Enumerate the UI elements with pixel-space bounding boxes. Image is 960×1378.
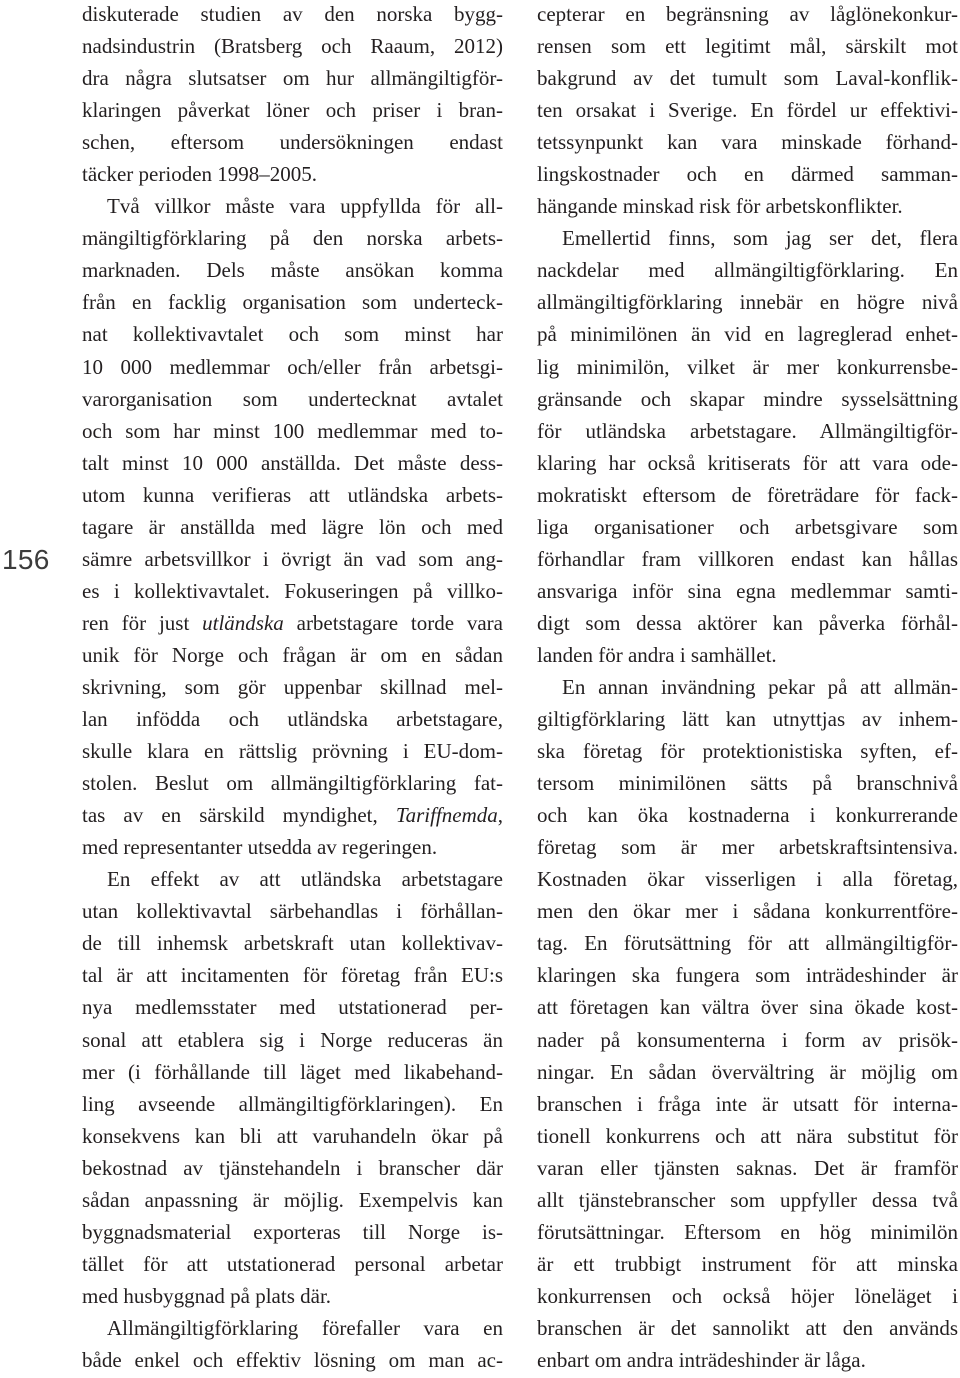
text-line: ten orsakat i Sverige. En fördel ur effektivi- bbox=[537, 98, 958, 123]
text-line: är ett trubbigt instrument för att minska bbox=[537, 1251, 958, 1276]
text-line: de till inhemsk arbetskraft utan kollektivav- bbox=[82, 931, 503, 956]
text-line: mängiltigförklaring på den norska arbets- bbox=[82, 226, 503, 251]
text-line: skrivning, som gör uppenbar skillnad mel- bbox=[82, 674, 503, 699]
text-line: unik för Norge och frågan är om en sådan bbox=[82, 642, 503, 667]
text-line: digt som dessa aktörer kan påverka förhål- bbox=[537, 610, 958, 635]
text-line: schen, eftersom undersökningen endast bbox=[82, 130, 503, 155]
text-line: giltigförklaring lätt kan utnyttjas av inhem- bbox=[537, 707, 958, 732]
text-line: rensen som ett legitimt mål, särskilt mot bbox=[537, 34, 958, 59]
text-line: utom kunna verifieras att utländska arbets- bbox=[82, 482, 503, 507]
paragraph bbox=[537, 0, 958, 222]
text-line: varan eller tjänsten saknas. Det är framför bbox=[537, 1155, 958, 1180]
text-line: klaring har också kritiserats för att vara ode- bbox=[537, 450, 958, 475]
paragraph bbox=[537, 222, 958, 671]
text-line: mokratiskt eftersom de företrädare för fack- bbox=[537, 482, 958, 507]
text-line: klaringen ska fungera som inträdeshinder är bbox=[537, 963, 958, 988]
text-line: nackdelar med allmängiltigförklaring. En bbox=[537, 258, 958, 283]
paragraph bbox=[82, 863, 503, 1312]
left-text-column bbox=[82, 0, 503, 1376]
text-line: Två villkor måste vara uppfyllda för all- bbox=[107, 194, 503, 219]
text-line: landen för andra i samhället. bbox=[537, 642, 777, 667]
text-line: ningar. En sådan övervältring är möjlig om bbox=[537, 1059, 958, 1084]
text-line: tagare är anställda med lägre lön och med bbox=[82, 514, 503, 539]
text-line bbox=[82, 799, 503, 831]
text-segment: arbetstagare torde vara bbox=[283, 610, 503, 635]
text-line: liga organisationer och arbetsgivare som bbox=[537, 514, 958, 539]
text-line: allt tjänstebranscher som uppfyller dessa två bbox=[537, 1187, 958, 1212]
text-line: lingskostnader och en därmed samman- bbox=[537, 162, 958, 187]
text-line: enbart om andra inträdeshinder är låga. bbox=[537, 1347, 866, 1372]
text-line: marknaden. Dels måste ansökan komma bbox=[82, 258, 503, 283]
paragraph bbox=[82, 190, 503, 863]
text-line: nya medlemsstater med utstationerad per- bbox=[82, 995, 503, 1020]
text-line bbox=[82, 607, 503, 639]
text-line: tal är att incitamenten för företag från EU:s bbox=[82, 963, 503, 988]
text-line: En annan invändning pekar på att allmän- bbox=[562, 674, 958, 699]
text-segment: tas av en särskild myndighet, bbox=[82, 803, 396, 828]
emphasized-text: utländska bbox=[202, 610, 284, 635]
text-line: bakgrund av det tumult som Laval-konflik- bbox=[537, 66, 958, 91]
text-line: ansvariga inför sina egna medlemmar samti- bbox=[537, 578, 958, 603]
text-line: Allmängiltigförklaring förefaller vara en bbox=[107, 1315, 503, 1340]
text-line: från en facklig organisation som underteck- bbox=[82, 290, 503, 315]
text-line: lan infödda och utländska arbetstagare, bbox=[82, 707, 503, 732]
text-line: ska företag för protektionistiska syften, ef- bbox=[537, 739, 958, 764]
text-segment: ren för just bbox=[82, 610, 203, 635]
text-line: på minimilönen än vid en lagreglerad enhet- bbox=[537, 322, 958, 347]
text-line: bekostnad av tjänstehandeln i branscher där bbox=[82, 1155, 503, 1180]
text-line: lig minimilön, vilket är mer konkurrensbe- bbox=[537, 354, 958, 379]
text-line: dra några slutsatser om hur allmängiltigför- bbox=[82, 66, 503, 91]
text-line: talt minst 10 000 anställda. Det måste dess- bbox=[82, 450, 503, 475]
text-line: Emellertid finns, som jag ser det, flera bbox=[562, 226, 958, 251]
text-line: utan kollektivavtal särbehandlas i förhållan- bbox=[82, 899, 503, 924]
text-line: tag. En förutsättning för att allmängiltigför- bbox=[537, 931, 958, 956]
text-line: nadsindustrin (Bratsberg och Raaum, 2012) bbox=[82, 34, 503, 59]
text-line: varorganisation som undertecknat avtalet bbox=[82, 386, 503, 411]
text-line: förhandlar fram villkoren endast kan hållas bbox=[537, 546, 958, 571]
text-line: tionell konkurrens och att nära substitut för bbox=[537, 1123, 958, 1148]
right-text-column bbox=[537, 0, 958, 1376]
text-line: både enkel och effektiv lösning om man ac- bbox=[82, 1347, 503, 1372]
text-line: täcker perioden 1998–2005. bbox=[82, 162, 318, 187]
text-line: gränsande och skapar mindre sysselsättning bbox=[537, 386, 958, 411]
paragraph bbox=[82, 0, 503, 190]
text-line: nader på konsumenterna i form av prisök- bbox=[537, 1027, 958, 1052]
text-line: sonal att etablera sig i Norge reduceras än bbox=[82, 1027, 503, 1052]
text-line: ling avseende allmängiltigförklaringen). En bbox=[82, 1091, 503, 1116]
text-line: es i kollektivavtalet. Fokuseringen på villko- bbox=[82, 578, 503, 603]
text-line: skulle klara en rättslig prövning i EU-dom- bbox=[82, 739, 503, 764]
text-segment: , bbox=[497, 803, 503, 828]
text-line: allmängiltigförklaring innebär en högre nivå bbox=[537, 290, 958, 315]
text-line: med representanter utsedda av regeringen. bbox=[82, 835, 438, 860]
text-line: En effekt av att utländska arbetstagare bbox=[107, 867, 503, 892]
text-line: konsekvens kan bli att varuhandeln ökar på bbox=[82, 1123, 503, 1148]
text-line: för utländska arbetstagare. Allmängiltigför- bbox=[537, 418, 958, 443]
text-line: tersom minimilönen sätts på branschnivå bbox=[537, 771, 958, 796]
text-line: byggnadsmaterial exporteras till Norge is- bbox=[82, 1219, 503, 1244]
text-line: konkurrensen och också höjer löneläget i bbox=[537, 1283, 958, 1308]
text-line: 10 000 medlemmar och/eller från arbetsgi- bbox=[82, 354, 503, 379]
text-line: sämre arbetsvillkor i övrigt än vad som ang- bbox=[82, 546, 503, 571]
text-line: men den ökar mer i sådana konkurrentföre- bbox=[537, 899, 958, 924]
text-line: stolen. Beslut om allmängiltigförklaring fat- bbox=[82, 771, 503, 796]
text-line: mer (i förhållande till läget med likabehand- bbox=[82, 1059, 503, 1084]
text-line: hängande minskad risk för arbetskonflikter. bbox=[537, 194, 903, 219]
text-line: och som har minst 100 medlemmar med to- bbox=[82, 418, 503, 443]
paragraph bbox=[82, 1312, 503, 1376]
text-line: med husbyggnad på plats där. bbox=[82, 1283, 332, 1308]
text-line: och kan öka kostnaderna i konkurrerande bbox=[537, 803, 958, 828]
paragraph bbox=[537, 671, 958, 1376]
emphasized-text: Tariffnemda bbox=[395, 803, 498, 828]
text-line: sådan anpassning är möjlig. Exempelvis kan bbox=[82, 1187, 503, 1212]
text-line: diskuterade studien av den norska bygg- bbox=[82, 2, 503, 26]
text-line: Kostnaden ökar visserligen i alla företag, bbox=[537, 867, 958, 892]
text-line: branschen i fråga inte är utsatt för interna- bbox=[537, 1091, 958, 1116]
text-line: förutsättningar. Eftersom en hög minimilön bbox=[537, 1219, 958, 1244]
text-line: branschen är det sannolikt att den används bbox=[537, 1315, 958, 1340]
text-line: tetssynpunkt kan vara minskade förhand- bbox=[537, 130, 958, 155]
text-line: företag som är mer arbetskraftsintensiva. bbox=[537, 835, 958, 860]
text-line: cepterar en begränsning av låglönekonkur- bbox=[537, 2, 958, 26]
text-line: klaringen påverkat löner och priser i bran- bbox=[82, 98, 503, 123]
page-number: 156 bbox=[2, 544, 50, 575]
text-line: tället för att utstationerad personal arbetar bbox=[82, 1251, 503, 1276]
text-line: att företagen kan vältra över sina ökade kost- bbox=[537, 995, 958, 1020]
text-line: nat kollektivavtalet och som minst har bbox=[82, 322, 503, 347]
